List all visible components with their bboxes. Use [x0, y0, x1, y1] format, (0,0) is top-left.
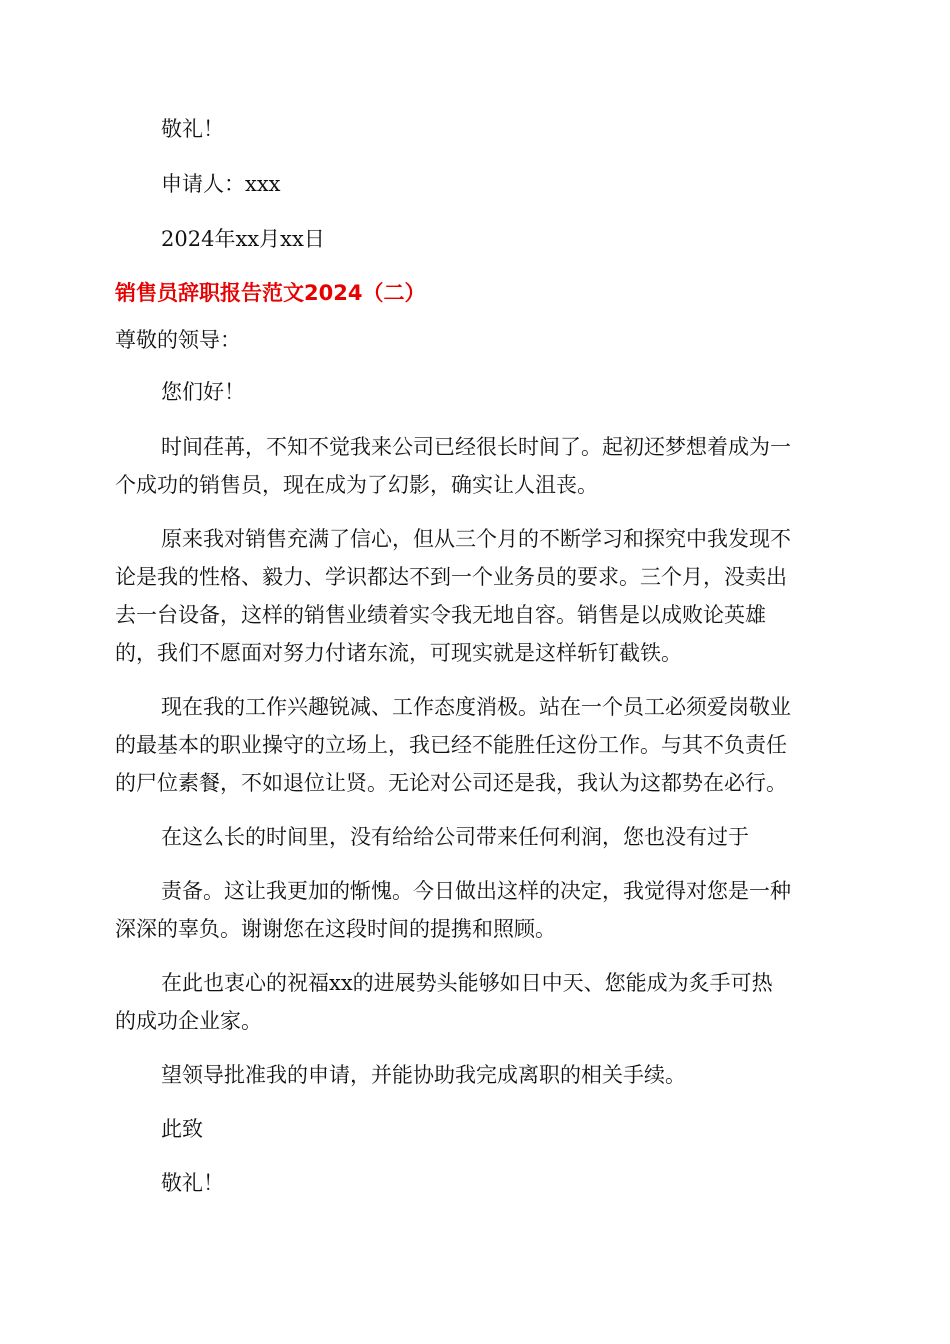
paragraph-line: 在此也衷心的祝福xx的进展势头能够如日中天、您能成为炙手可热: [161, 971, 773, 995]
closing-this-to: 此致: [161, 1117, 203, 1141]
paragraph-line: 深深的辜负。谢谢您在这段时间的提携和照顾。: [115, 917, 556, 941]
paragraph-line: 原来我对销售充满了信心，但从三个月的不断学习和探究中我发现不: [161, 527, 791, 551]
paragraph-line: 时间荏苒，不知不觉我来公司已经很长时间了。起初还梦想着成为一: [161, 435, 791, 459]
paragraph-line: 的，我们不愿面对努力付诸东流，可现实就是这样斩钉截铁。: [115, 641, 682, 665]
closing-salute-top: 敬礼！: [161, 117, 224, 141]
paragraph-line: 的尸位素餐，不如退位让贤。无论对公司还是我，我认为这都势在必行。: [115, 771, 787, 795]
applicant-line: 申请人：xxx: [161, 172, 281, 196]
paragraph-line: 的最基本的职业操守的立场上，我已经不能胜任这份工作。与其不负责任: [115, 733, 787, 757]
date-line: 2024年xx月xx日: [161, 227, 325, 251]
greeting: 尊敬的领导：: [115, 328, 241, 352]
paragraph-line: 望领导批准我的申请，并能协助我完成离职的相关手续。: [161, 1063, 686, 1087]
section-title: 销售员辞职报告范文2024（二）: [115, 281, 426, 305]
paragraph-line: 责备。这让我更加的惭愧。今日做出这样的决定，我觉得对您是一种: [161, 879, 791, 903]
paragraph-line: 去一台设备，这样的销售业绩着实令我无地自容。销售是以成败论英雄: [115, 603, 766, 627]
paragraph-line: 现在我的工作兴趣锐减、工作态度消极。站在一个员工必须爱岗敬业: [161, 695, 791, 719]
paragraph-line: 的成功企业家。: [115, 1009, 262, 1033]
paragraph-line: 在这么长的时间里，没有给给公司带来任何利润，您也没有过于: [161, 825, 749, 849]
paragraph-line: 论是我的性格、毅力、学识都达不到一个业务员的要求。三个月，没卖出: [115, 565, 787, 589]
hello-line: 您们好！: [161, 380, 245, 404]
paragraph-line: 个成功的销售员，现在成为了幻影，确实让人沮丧。: [115, 473, 598, 497]
closing-salute: 敬礼！: [161, 1171, 224, 1195]
